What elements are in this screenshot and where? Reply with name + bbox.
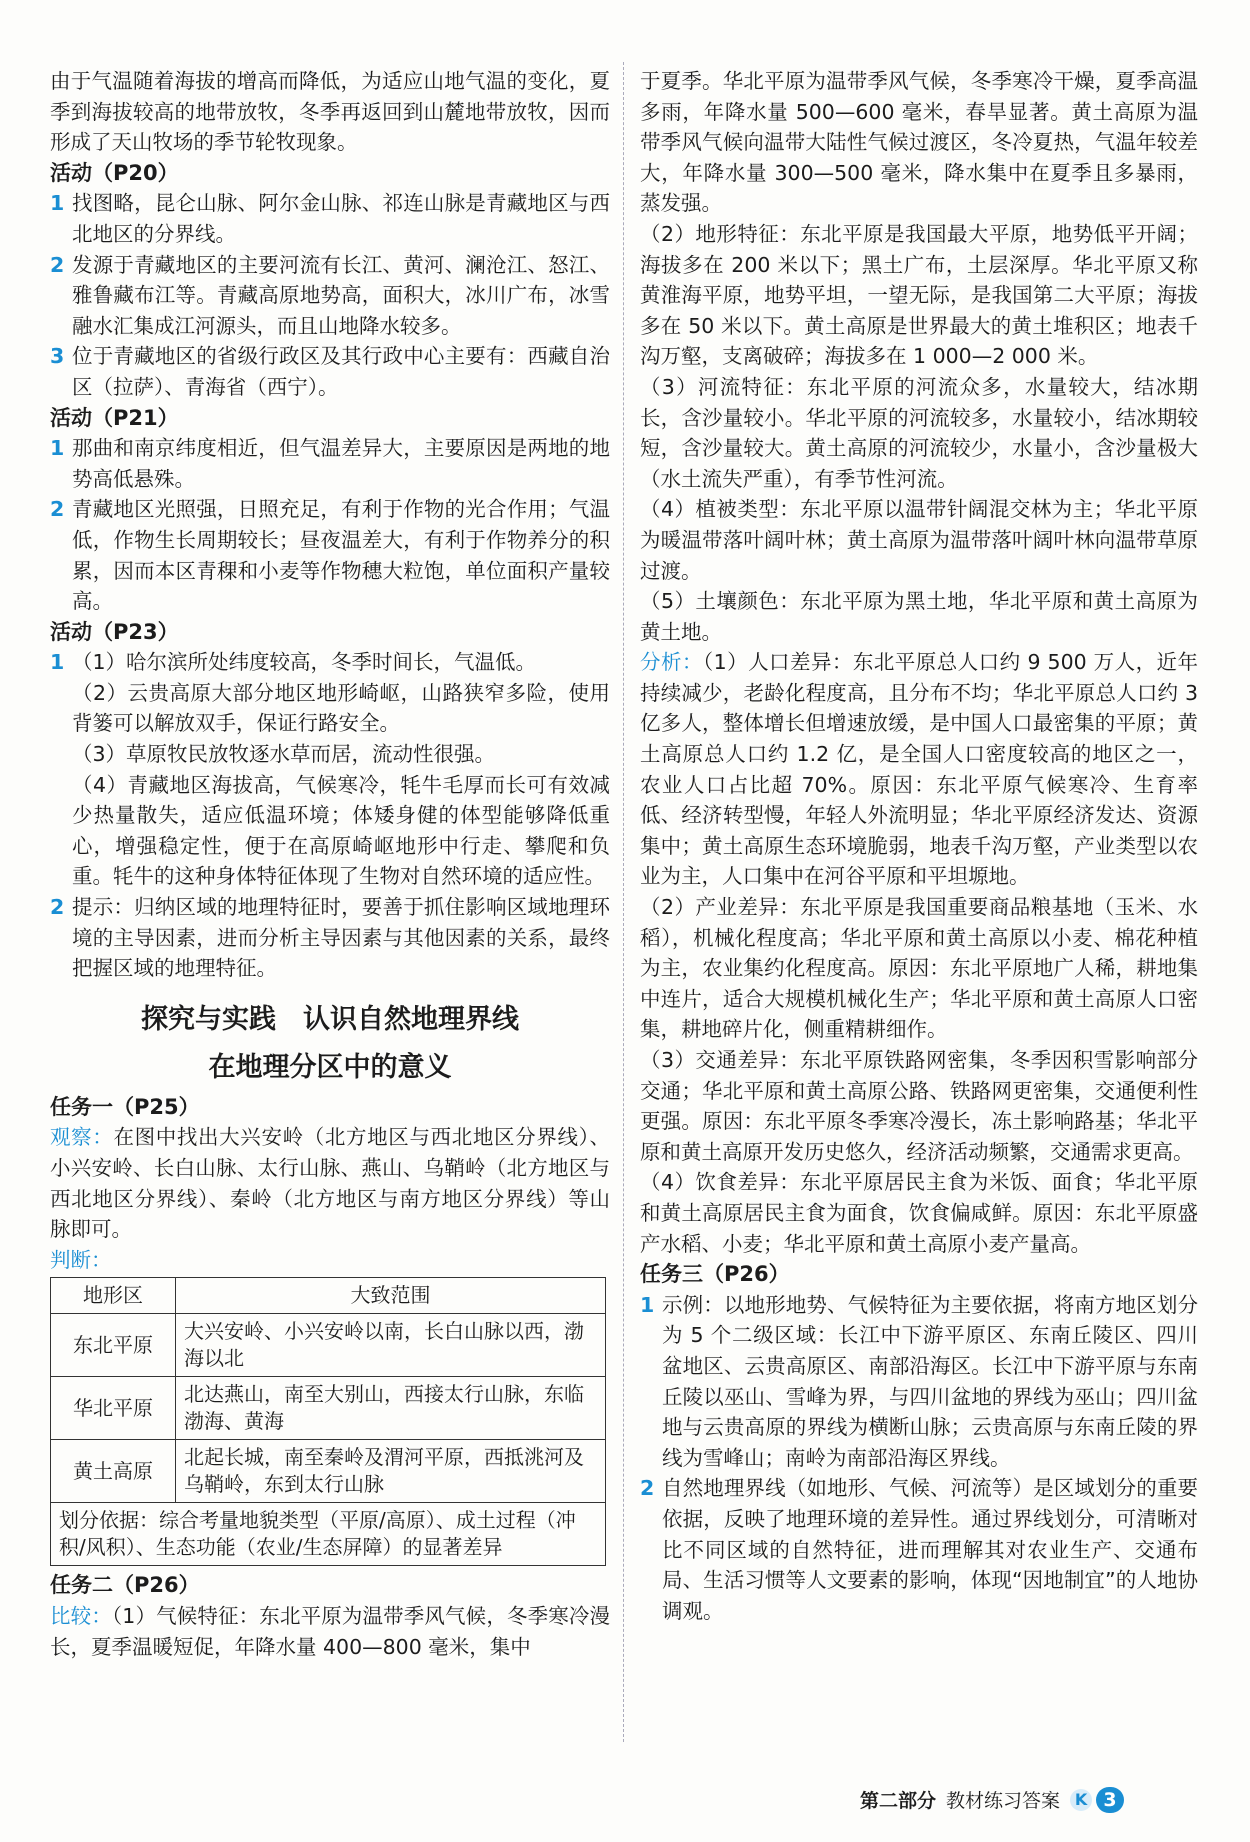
activity-title: 活动 — [50, 405, 92, 430]
continued-paragraph: 于夏季。华北平原为温带季风气候，冬季寒冷干燥，夏季高温多雨，年降水量 500—600 毫米，春旱显著。黄土高原为温带季风气候向温带大陆性气候过渡区，冬冷夏热，气温年较差大，年降水量 300—500 毫米，降水集中在夏季且多暴雨，蒸发强。 — [640, 69, 1198, 216]
observe-paragraph — [50, 1122, 610, 1244]
task-title: 任务二 — [50, 1573, 113, 1598]
item-text: （1）哈尔滨所处纬度较高，冬季时间长，气温低。 — [72, 650, 537, 675]
page-badge — [1070, 1787, 1124, 1813]
compare-text: （1）气候特征：东北平原为温带季风气候，冬季寒冷漫长，夏季温暖短促，年降水量 400—800 毫米，集中 — [50, 1603, 611, 1659]
table-cell-name: 黄土高原 — [51, 1440, 176, 1503]
item-text: 自然地理界线（如地形、气候、河流等）是区域划分的重要依据，反映了地理环境的差异性。通过界线划分，可清晰对比不同区域的自然特征，进而理解其对农业生产、交通布局、生活习惯等人文要素的影响，体现“因地制宜”的人地协调观。 — [662, 1476, 1198, 1623]
activity-heading-p20 — [50, 158, 610, 189]
vegetation-paragraph: （4）植被类型：东北平原以温带针阔混交林为主；华北平原为暖温带落叶阔叶林；黄土高原为温带落叶阔叶林向温带草原过渡。 — [640, 497, 1198, 583]
left-column — [50, 66, 610, 1662]
item-number: 1 — [50, 436, 65, 461]
item-number: 1 — [50, 191, 65, 216]
item-text: 提示：归纳区域的地理特征时，要善于抓住影响区域地理环境的主导因素，进而分析主导因素与其他因素的关系，最终把握区域的地理特征。 — [72, 895, 610, 981]
list-item — [50, 250, 610, 342]
table-cell-name: 东北平原 — [51, 1314, 176, 1377]
list-item — [50, 433, 610, 494]
task-heading-2 — [50, 1570, 610, 1601]
list-item — [50, 188, 610, 249]
river-paragraph: （3）河流特征：东北平原的河流众多，水量较大，结冰期长，含沙量较小。华北平原的河流较多，水量较小，结冰期较短，含沙量较大。黄土高原的河流较少，水量小，含沙量极大（水土流失严重），有季节性河流。 — [640, 374, 1198, 491]
activity-heading-p23 — [50, 617, 610, 648]
compare-paragraph — [50, 1601, 610, 1662]
observe-text: 在图中找出大兴安岭（北方地区与西北地区分界线）、小兴安岭、长白山脉、太行山脉、燕山、乌鞘岭（北方地区与西北地区分界线）、秦岭（北方地区与南方地区分界线）等山脉即可。 — [50, 1125, 611, 1242]
task-heading-1 — [50, 1092, 610, 1123]
item-text: 位于青藏地区的省级行政区及其行政中心主要有：西藏自治区（拉萨）、青海省（西宁）。 — [72, 344, 610, 399]
terrain-paragraph: （2）地形特征：东北平原是我国最大平原，地势低平开阔；海拔多在 200 米以下；黑土广布，土层深厚。华北平原又称黄淮海平原，地势平坦，一望无际，是我国第二大平原；海拔多在 50 米以下。黄土高原是世界最大的黄土堆积区；地表千沟万壑，支离破碎；海拔多在 1 000—2 000 米。 — [640, 221, 1198, 369]
right-column — [640, 66, 1198, 1626]
table-cell-name: 华北平原 — [51, 1377, 176, 1440]
page-ref: （P25） — [113, 1094, 200, 1119]
activity-title: 活动 — [50, 619, 92, 644]
soil-paragraph: （5）土壤颜色：东北平原为黑土地，华北平原和黄土高原为黄土地。 — [640, 589, 1198, 644]
industry-paragraph: （2）产业差异：东北平原是我国重要商品粮基地（玉米、水稻），机械化程度高；华北平原和黄土高原以小麦、棉花种植为主，农业集约化程度高。原因：东北平原地广人稀，耕地集中连片，适合大规模机械化生产；华北平原和黄土高原人口密集，耕地碎片化，侧重精耕细作。 — [640, 895, 1198, 1042]
table-cell-range: 北起长城，南至秦岭及渭河平原，西抵洮河及乌鞘岭，东到太行山脉 — [176, 1440, 606, 1503]
table-cell-range: 北达燕山，南至大别山，西接太行山脉，东临渤海、黄海 — [176, 1377, 606, 1440]
section-title: 探究与实践 认识自然地理界线 — [141, 1003, 519, 1035]
page-footer — [860, 1786, 1124, 1813]
table-row — [51, 1440, 606, 1503]
item-number: 2 — [50, 497, 65, 522]
item-number: 3 — [50, 344, 65, 369]
analysis-paragraph — [640, 647, 1198, 892]
activity-heading-p21 — [50, 403, 610, 434]
list-item — [50, 341, 610, 402]
item-number: 1 — [640, 1292, 655, 1317]
item-number: 2 — [50, 895, 65, 920]
sub-item: （4）青藏地区海拔高，气候寒冷，牦牛毛厚而长可有效减少热量散失，适应低温环境；体矮身健的体型能够降低重心，增强稳定性，便于在高原崎岖地形中行走、攀爬和负重。牦牛的这种身体特征体现了生物对自然环境的适应性。 — [72, 772, 610, 889]
activity-title: 活动 — [50, 160, 92, 185]
compare-label: 比较： — [50, 1603, 112, 1628]
table-basis-cell: 划分依据：综合考量地貌类型（平原/高原）、成土过程（冲积/风积）、生态功能（农业/生态屏障）的显著差异 — [51, 1503, 606, 1566]
item-text: 青藏地区光照强，日照充足，有利于作物的光合作用；气温低，作物生长周期较长；昼夜温差大，有利于作物养分的积累，因而本区青稞和小麦等作物穗大粒饱，单位面积产量较高。 — [72, 497, 610, 614]
table-header-row — [51, 1278, 606, 1314]
item-number: 2 — [640, 1476, 655, 1501]
sub-item: （2）云贵高原大部分地区地形崎岖，山路狭窄多险，使用背篓可以解放双手，保证行路安全。 — [72, 680, 610, 736]
section-title-line2: 在地理分区中的意义 — [208, 1051, 452, 1083]
list-item — [50, 647, 610, 678]
sub-item: （3）草原牧民放牧逐水草而居，流动性很强。 — [72, 742, 496, 767]
task-title: 任务一 — [50, 1094, 113, 1119]
task-heading-3 — [640, 1259, 1198, 1290]
item-text: 示例：以地形地势、气候特征为主要依据，将南方地区划分为 5 个二级区域：长江中下游平原区、东南丘陵区、四川盆地区、云贵高原区、南部沿海区。长江中下游平原与东南丘陵以巫山、雪峰为界，与四川盆地的界线为巫山；四川盆地与云贵高原的界线为横断山脉；云贵高原与东南丘陵的界线为雪峰山；南岭为南部沿海区界线。 — [662, 1292, 1198, 1470]
transport-paragraph: （3）交通差异：东北平原铁路网密集，冬季因积雪影响部分交通；华北平原和黄土高原公路、铁路网更密集，交通便利性更强。原因：东北平原冬季寒冷漫长，冻土影响路基；华北平原和黄土高原开发历史悠久，经济活动频繁，交通需求更高。 — [640, 1048, 1198, 1164]
list-item — [640, 1290, 1198, 1474]
page-ref: （P26） — [113, 1573, 200, 1598]
item-number: 1 — [50, 650, 65, 675]
table-row — [51, 1314, 606, 1377]
item-number: 2 — [50, 252, 65, 277]
item-text: 找图略，昆仑山脉、阿尔金山脉、祁连山脉是青藏地区与西北地区的分界线。 — [72, 191, 610, 246]
page-ref: （P20） — [92, 160, 179, 185]
analysis-label: 分析： — [640, 650, 703, 675]
analysis-text: （1）人口差异：东北平原总人口约 9 500 万人，近年持续减少，老龄化程度高，且分布不均；华北平原总人口约 3 亿多人，整体增长但增速放缓，是中国人口最密集的平原；黄土高原总人口约 1.2 亿，是全国人口密度较高的地区之一，农业人口占比超 70%。原因：东北平原气候寒冷、生育率低、经济转型慢，年轻人外流明显；华北平原经济发达、资源集中；黄土高原生态环境脆弱，地表千沟万壑，产业类型以农业为主，人口集中在河谷平原和平坦塬地。 — [640, 650, 1199, 889]
judge-label: 判断： — [50, 1247, 112, 1272]
page-ref: （P23） — [92, 619, 179, 644]
page-ref: （P21） — [92, 405, 179, 430]
list-item — [50, 892, 610, 984]
footer-section: 教材练习答案 — [946, 1790, 1061, 1812]
observe-label: 观察： — [50, 1125, 114, 1150]
intro-paragraph: 由于气温随着海拔的增高而降低，为适应山地气温的变化，夏季到海拔较高的地带放牧，冬季再返回到山麓地带放牧，因而形成了天山牧场的季节轮牧现象。 — [50, 69, 610, 155]
item-text: 发源于青藏地区的主要河流有长江、黄河、澜沧江、怒江、雅鲁藏布江等。青藏高原地势高，面积大，冰川广布，冰雪融水汇集成江河源头，而且山地降水较多。 — [72, 252, 610, 338]
page-number: 3 — [1096, 1787, 1124, 1813]
footer-part: 第二部分 — [860, 1790, 937, 1812]
table-cell-range: 大兴安岭、小兴安岭以南，长白山脉以西，渤海以北 — [176, 1314, 606, 1377]
table-row — [51, 1377, 606, 1440]
page-ref: （P26） — [703, 1262, 790, 1287]
table-header: 地形区 — [51, 1278, 176, 1314]
table-header: 大致范围 — [176, 1278, 606, 1314]
list-item — [640, 1473, 1198, 1626]
list-item — [50, 494, 610, 616]
terrain-table — [50, 1277, 606, 1566]
item-text: 那曲和南京纬度相近，但气温差异大，主要原因是两地的地势高低悬殊。 — [72, 436, 610, 491]
table-row — [51, 1503, 606, 1566]
k-badge-icon: K — [1070, 1789, 1092, 1811]
task-title: 任务三 — [640, 1262, 703, 1287]
column-divider — [623, 62, 624, 1742]
diet-paragraph: （4）饮食差异：东北平原居民主食为米饭、面食；华北平原和黄土高原居民主食为面食，饮食偏咸鲜。原因：东北平原盛产水稻、小麦；华北平原和黄土高原小麦产量高。 — [640, 1170, 1198, 1256]
